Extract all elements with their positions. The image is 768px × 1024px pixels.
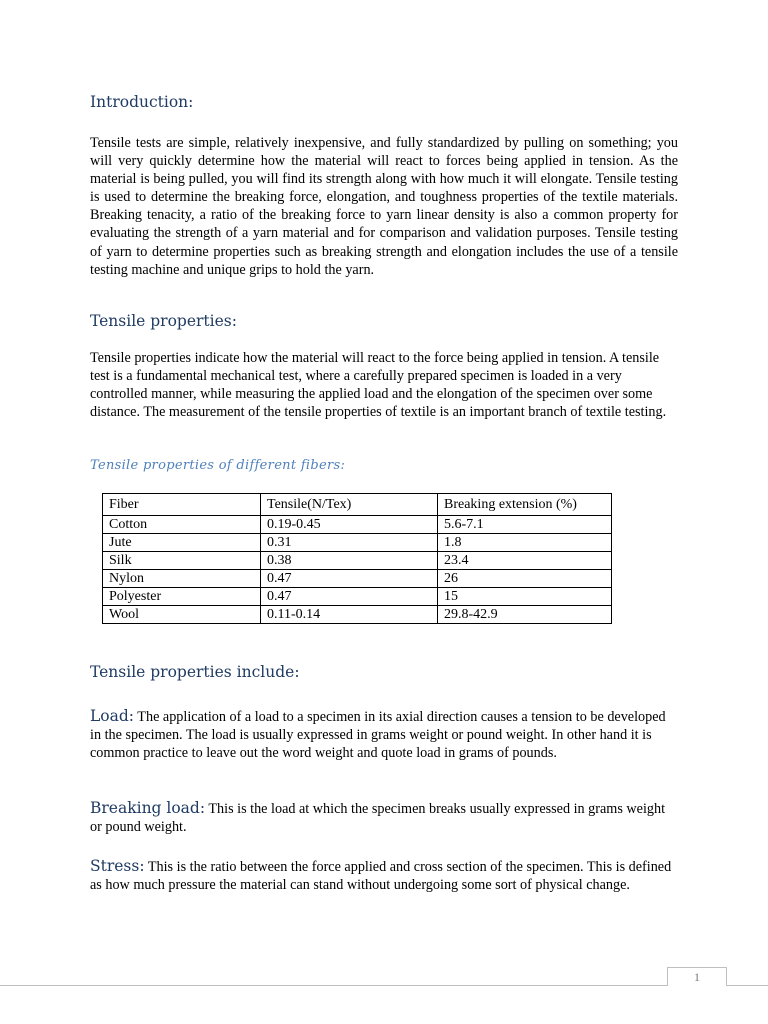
cell-fiber: Wool (103, 606, 261, 624)
introduction-heading: Introduction: (90, 93, 194, 111)
header-tensile: Tensile(N/Tex) (261, 494, 438, 516)
tensile-properties-heading: Tensile properties: (90, 312, 237, 330)
footer-rule (0, 985, 768, 986)
load-definition (90, 707, 678, 762)
breaking-load-text: This is the load at which the specimen breaks usually expressed in grams weight or pound weight. (90, 801, 666, 836)
cell-extension: 26 (438, 570, 612, 588)
cell-fiber: Polyester (103, 588, 261, 606)
stress-text: This is the ratio between the force applied and cross section of the specimen. This is defined as how much pressure the material can stand without undergoing some sort of physical change. (90, 859, 672, 894)
fiber-table-caption: Tensile properties of different fibers: (90, 458, 346, 473)
cell-fiber: Silk (103, 552, 261, 570)
cell-extension: 29.8-42.9 (438, 606, 612, 624)
header-fiber: Fiber (103, 494, 261, 516)
header-breaking-extension: Breaking extension (%) (438, 494, 612, 516)
table-row (103, 516, 612, 534)
tensile-properties-paragraph: Tensile properties indicate how the material will react to the force being applied in tension. A tensile test is a fundamental mechanical test, where a carefully prepared specimen is loaded in a very controlled manner, while measuring the applied load and the elongation of the specimen over some distance. The measurement of the tensile properties of textile is an important branch of textile testing. (90, 350, 667, 421)
load-term: Load: (90, 707, 135, 725)
breaking-load-definition (90, 799, 678, 836)
cell-tensile: 0.19-0.45 (261, 516, 438, 534)
table-row (103, 606, 612, 624)
fiber-properties-table (102, 493, 612, 624)
cell-tensile: 0.38 (261, 552, 438, 570)
tensile-properties-include-heading: Tensile properties include: (90, 663, 300, 681)
table-row (103, 552, 612, 570)
cell-fiber: Jute (103, 534, 261, 552)
cell-fiber: Nylon (103, 570, 261, 588)
load-text: The application of a load to a specimen in its axial direction causes a tension to be developed in the specimen. The load is usually expressed in grams weight or pound weight. In other hand it is common practice to leave out the word weight and quote load in grams of pounds. (90, 709, 666, 762)
cell-tensile: 0.31 (261, 534, 438, 552)
cell-fiber: Cotton (103, 516, 261, 534)
cell-extension: 1.8 (438, 534, 612, 552)
cell-extension: 5.6-7.1 (438, 516, 612, 534)
table-header-row (103, 494, 612, 516)
cell-tensile: 0.11-0.14 (261, 606, 438, 624)
introduction-paragraph: Tensile tests are simple, relatively inexpensive, and fully standardized by pulling on something; you will very quickly determine how the material will react to forces being applied in tension. As the material is being pulled, you will find its strength along with how much it will elongate. Tensile testing is used to determine the breaking force, elongation, and toughness properties of the textile materials. Breaking tenacity, a ratio of the breaking force to yarn linear density is also a common property for evaluating the strength of a yarn material and for comparison and validation purposes. Tensile testing of yarn to determine properties such as breaking strength and elongation includes the use of a tensile testing machine and unique grips to hold the yarn. (90, 135, 678, 278)
stress-term: Stress: (90, 857, 145, 875)
page-number: 1 (694, 970, 700, 984)
cell-tensile: 0.47 (261, 570, 438, 588)
page-number-tab (667, 967, 727, 986)
cell-tensile: 0.47 (261, 588, 438, 606)
cell-extension: 23.4 (438, 552, 612, 570)
cell-extension: 15 (438, 588, 612, 606)
table-row (103, 534, 612, 552)
stress-definition (90, 857, 678, 894)
table-row (103, 588, 612, 606)
breaking-load-term: Breaking load: (90, 799, 206, 817)
table-row (103, 570, 612, 588)
